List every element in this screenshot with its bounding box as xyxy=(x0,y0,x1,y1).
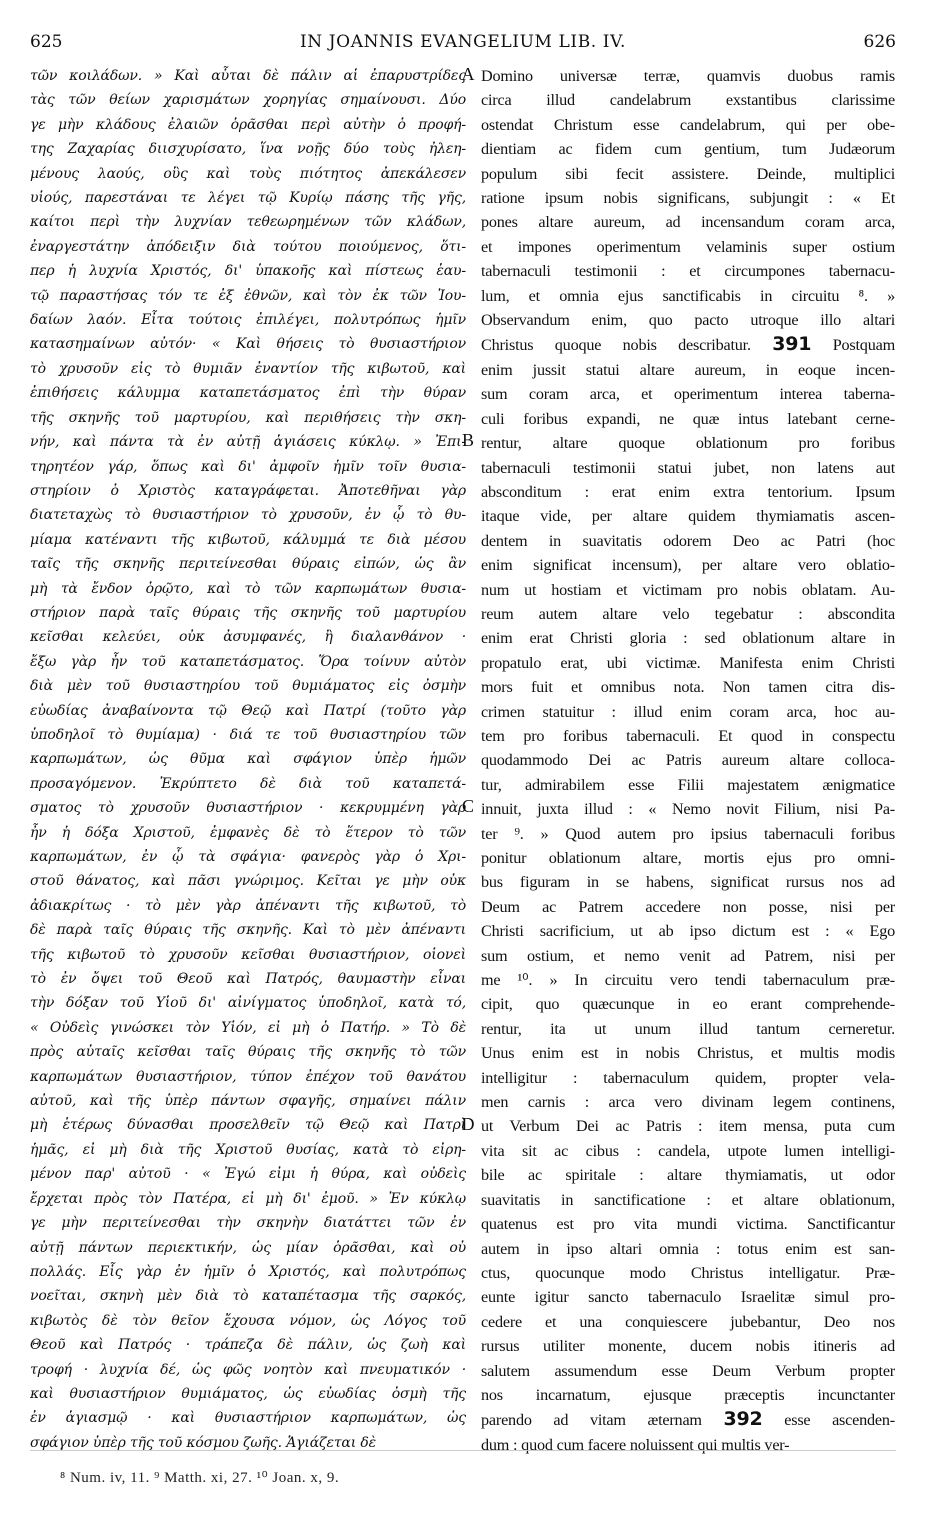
running-title: IN JOANNIS EVANGELIUM LIB. IV. xyxy=(299,32,627,52)
greek-line xyxy=(30,210,466,234)
line-text: suavitatis in sanctificatione : et altare oblationum, xyxy=(481,1190,895,1209)
latin-line xyxy=(481,210,895,234)
greek-line xyxy=(30,357,466,381)
line-text: nos incarnatum, ejusque præceptis incunctanter xyxy=(481,1385,895,1404)
greek-line xyxy=(30,1382,466,1406)
line-text: ἐν ἁγιασμῷ · καὶ θυσιαστήριον καρπωμάτων, ὡς xyxy=(30,1410,466,1427)
line-text: αὐτοῦ, καὶ τῆς ὑπὲρ πάντων σφαγῆς, σημαίνει πάλιν xyxy=(30,1093,466,1110)
line-text: σφάγιον ὑπὲρ τῆς τοῦ κόσμου ζωῆς. Ἁγιάζεται δὲ xyxy=(30,1434,377,1451)
greek-line xyxy=(30,1162,466,1186)
latin-line xyxy=(481,797,895,821)
line-text: sum coram arca, et operimentum interea taberna- xyxy=(481,385,895,404)
latin-line xyxy=(481,1212,895,1236)
line-text: εὐωδίας ἀναβαίνοντα τῷ Θεῷ καὶ Πατρί (τοῦτο γὰρ xyxy=(30,702,466,719)
greek-line xyxy=(30,332,466,356)
line-text: νήν, καὶ πάντα τὰ ἐν αὐτῇ ἁγιάσεις κύκλῳ. » Ἐπι- xyxy=(30,434,466,451)
greek-line xyxy=(30,235,466,259)
latin-line xyxy=(481,137,895,161)
line-text: et impones operimentum velaminis super ostium xyxy=(481,237,895,256)
line-text: μὴ τὰ ἔνδον ὁρῷτο, καὶ τὸ τῶν καρπωμάτων θυσια- xyxy=(30,580,466,597)
greek-line xyxy=(30,162,466,186)
latin-line xyxy=(481,822,895,846)
line-text: γε μὴν περιτείνεσθαι τὴν σκηνὴν διατάττει τῶν ἐν xyxy=(30,1215,466,1232)
line-text: ter ⁹. » Quod autem pro ipsius tabernaculi foribus xyxy=(481,824,895,843)
latin-line xyxy=(481,456,895,480)
line-text: ἔξω γὰρ ἦν τοῦ καταπετάσματος. Ὅρα τοίνυν αὐτὸν xyxy=(30,653,466,670)
section-marker-b: B xyxy=(461,430,474,450)
greek-line xyxy=(30,918,466,942)
latin-line xyxy=(481,1114,895,1138)
greek-line xyxy=(30,308,466,332)
greek-line xyxy=(30,552,466,576)
latin-line xyxy=(481,1310,895,1334)
line-text: τῶν κοιλάδων. » Καὶ αὗται δὲ πάλιν αἱ ἐπαρυστρίδες xyxy=(30,68,466,84)
line-text: κατασημαίνων αὐτόν· « Καὶ θήσεις τὸ θυσιαστήριον xyxy=(30,336,466,353)
line-text: ἐναργεστάτην ἀπόδειξιν διὰ τούτου ποιούμενος, ὅτι- xyxy=(30,238,466,255)
latin-line xyxy=(481,431,895,455)
line-text: crimen statuitur : illud enim coram arca, hoc au- xyxy=(481,702,895,721)
line-text: διατεταχὼς τὸ θυσιαστήριον τὸ χρυσοῦν, ἐν ᾧ τὸ θυ- xyxy=(30,507,466,524)
line-text: absconditum : erat enim extra tentorium. Ipsum xyxy=(481,482,895,501)
latin-line xyxy=(481,651,895,675)
line-text: στοῦ θάνατος, καὶ πᾶσι γνώριμος. Κεῖται γε μὴν οὐκ xyxy=(30,873,466,890)
greek-line xyxy=(30,747,466,771)
latin-line xyxy=(481,88,895,112)
running-header xyxy=(0,22,926,52)
line-text: me ¹⁰. » In circuitu vero tendi tabernaculum præ- xyxy=(481,971,895,990)
line-text: rentur, ita ut unum illud tantum cerneretur. xyxy=(481,1019,895,1038)
line-text: ἦν ἡ δόξα Χριστοῦ, ἐμφανὲς δὲ τὸ ἕτερον τὸ τῶν xyxy=(30,824,466,841)
line-text: τηρητέον γάρ, ὅπως καὶ δι' ἀμφοῖν ἡμῖν τοῖν θυσια- xyxy=(30,458,466,475)
line-text: μένους λαούς, οὓς καὶ τοὺς πιότητος ἀπεκάλεσεν xyxy=(30,165,466,182)
greek-line xyxy=(30,943,466,967)
greek-line xyxy=(30,137,466,161)
greek-line xyxy=(30,455,466,479)
latin-line xyxy=(481,602,895,626)
greek-line xyxy=(30,528,466,552)
line-text: καρπωμάτων, ἐν ᾧ τὰ σφάγια· φανερὸς γὰρ ὁ Χρι- xyxy=(30,849,466,865)
line-text: μὴ ἑτέρως δύνασθαι προσελθεῖν τῷ Θεῷ καὶ Πατρὶ xyxy=(30,1117,466,1134)
greek-line xyxy=(30,1406,466,1430)
greek-line xyxy=(30,430,466,454)
line-text: Deum ac Patrem accedere non posse, nisi per xyxy=(481,897,895,916)
latin-line xyxy=(481,1017,895,1041)
latin-line xyxy=(481,919,895,943)
line-text: autem in ipso altari omnia : totus enim est san- xyxy=(481,1239,895,1258)
line-text: enim significat incensum), per altare vero oblatio- xyxy=(481,556,895,575)
greek-line xyxy=(30,894,466,918)
greek-line xyxy=(30,699,466,723)
greek-line xyxy=(30,845,466,869)
greek-line xyxy=(30,1089,466,1113)
greek-line xyxy=(30,1260,466,1284)
greek-line xyxy=(30,1040,466,1064)
greek-line xyxy=(30,869,466,893)
line-text: intelligitur : tabernaculum quidem, propter vela- xyxy=(481,1068,895,1087)
line-text: tur, admirabilem esse Filii majestatem ænigmatice xyxy=(481,775,895,794)
line-text: Θεοῦ καὶ Πατρός · τράπεζα δὲ πάλιν, ὡς ζωὴ καὶ xyxy=(30,1337,466,1354)
latin-line xyxy=(481,235,895,259)
greek-line xyxy=(30,1187,466,1211)
line-text: quatenus est pro vita mundi victima. Sanctificantur xyxy=(481,1215,895,1234)
column-number-391: 391 xyxy=(772,333,812,356)
line-text: reum autem altare velo tegebatur : abscondita xyxy=(481,604,895,623)
line-text: κεῖσθαι κελεύει, οὐκ ἀσυμφανές, ἢ διαλανθάνον · xyxy=(30,629,466,646)
greek-line xyxy=(30,1358,466,1382)
line-text: τῆς σκηνῆς τοῦ μαρτυρίου, καὶ περιθήσεις τὴν σκη- xyxy=(30,409,466,426)
line-text: πρὸς αὐταῖς κεῖσθαι ταῖς θύραις τῆς σκηνῆς τὸ τῶν xyxy=(30,1044,466,1061)
line-text: men carnis : arca vero divinam legem continens, xyxy=(481,1093,895,1112)
line-text: enim jussit statui altare aureum, in eoque incen- xyxy=(481,360,895,379)
line-text: αὐτῇ πάντων περιεκτικήν, ὡς μίαν ὁρᾶσθαι, καὶ οὐ xyxy=(30,1239,466,1256)
latin-line xyxy=(481,578,895,602)
latin-line xyxy=(481,1066,895,1090)
latin-column xyxy=(481,64,895,1457)
line-text: ctus, quocunque modo Christus intelligatur. Præ- xyxy=(481,1263,895,1282)
latin-line xyxy=(481,895,895,919)
greek-line xyxy=(30,1113,466,1137)
line-text: μένον παρ' αὐτοῦ · « Ἐγώ εἰμι ἡ θύρα, καὶ οὐδεὶς xyxy=(30,1166,466,1183)
line-text: sum ostium, et nemo venit ad Patrem, nisi per xyxy=(481,946,895,965)
greek-line xyxy=(30,577,466,601)
greek-line xyxy=(30,64,466,88)
greek-line xyxy=(30,1211,466,1235)
latin-line xyxy=(481,626,895,650)
line-text: enim erat Christi gloria : sed oblationum altare in xyxy=(481,629,895,648)
line-text: της Ζαχαρίας διισχυρίσατο, ἵνα νοῇς δύο τοὺς ἠλεη- xyxy=(30,141,466,158)
greek-line xyxy=(30,259,466,283)
latin-line xyxy=(481,1163,895,1187)
line-text: τῷ παραστήσας τόν τε ἐξ ἐθνῶν, καὶ τὸν ἐκ τῶν Ἰου- xyxy=(30,287,466,304)
line-text: ponitur oblationum altare, mortis ejus pro omni- xyxy=(481,849,895,867)
greek-line xyxy=(30,1016,466,1040)
latin-line xyxy=(481,700,895,724)
latin-line xyxy=(481,382,895,406)
latin-line xyxy=(481,308,895,332)
latin-line xyxy=(481,529,895,553)
line-text: τὰς τῶν θείων χαρισμάτων χορηγίας σημαίνουσι. Δύο xyxy=(30,92,466,109)
line-text: ἀδιακρίτως · τὸ μὲν γὰρ ἀπέναντι τῆς κιβωτοῦ, τὸ xyxy=(30,897,466,914)
footnote-rule xyxy=(30,1450,896,1451)
greek-line xyxy=(30,113,466,137)
line-text: cedere et una conquiescere jubebantur, Deo nos xyxy=(481,1312,895,1331)
line-text: Unus enim est in nobis Christus, et multis modis xyxy=(481,1044,895,1063)
line-text: salutem assumendum esse Deum Verbum propter xyxy=(481,1361,895,1380)
line-text: ταῖς τῆς σκηνῆς περιτείνεσθαι θύραις εἰπών, ὡς ἂν xyxy=(30,556,466,573)
line-text: πολλάς. Εἷς γὰρ ἐν ἡμῖν ὁ Χριστός, καὶ πολυτρόπως xyxy=(30,1263,466,1280)
greek-line xyxy=(30,88,466,112)
greek-column xyxy=(30,64,466,1455)
line-text: ἡμᾶς, εἰ μὴ διὰ τῆς Χριστοῦ θυσίας, κατὰ τὸ εἰρη- xyxy=(30,1141,466,1158)
latin-line xyxy=(481,1041,895,1065)
greek-line xyxy=(30,772,466,796)
latin-line xyxy=(481,1285,895,1309)
greek-line xyxy=(30,1333,466,1357)
greek-line xyxy=(30,1138,466,1162)
greek-line xyxy=(30,406,466,430)
line-text: rentur, altare quoque oblationum pro foribus xyxy=(481,434,895,453)
line-text: parendo ad vitam æternam xyxy=(481,1411,702,1430)
line-text: καρπωμάτων θυσιαστήριον, τύπον ἐπέχον τοῦ θανάτου xyxy=(30,1068,466,1085)
line-text: Christi sacrificium, ut ab ipso dictum est : « Ego xyxy=(481,922,895,941)
line-text: ut Verbum Dei ac Patris : item mensa, puta cum xyxy=(481,1117,895,1136)
line-text: μίαμα κατέναντι τῆς κιβωτοῦ, κάλυμμά τε διὰ μέσου xyxy=(30,531,466,548)
page-number-left: 625 xyxy=(30,32,63,52)
latin-line xyxy=(481,968,895,992)
latin-line xyxy=(481,259,895,283)
column-number-392: 392 xyxy=(723,1408,763,1431)
latin-line xyxy=(481,748,895,772)
latin-line xyxy=(481,992,895,1016)
line-text: νοεῖται, σκηνὴ μὲν διὰ τὸ καταπέτασμα τῆς σαρκός, xyxy=(30,1288,466,1305)
line-text: tabernaculi testimonii : et circumpones tabernacu- xyxy=(481,262,895,281)
latin-line xyxy=(481,870,895,894)
latin-line xyxy=(481,1383,895,1407)
line-text: ostendat Christum esse candelabrum, qui per obe- xyxy=(481,115,895,134)
line-text: innuit, juxta illud : « Nemo novit Filium, nisi Pa- xyxy=(481,800,895,819)
latin-line xyxy=(481,407,895,431)
latin-line xyxy=(481,186,895,210)
line-text: τὴν δόξαν τοῦ Υἱοῦ δι' αἰνίγματος ὑποδηλοῖ, κατὰ τό, xyxy=(30,995,466,1012)
line-text: Domino universæ terræ, quamvis duobus ramis xyxy=(481,67,895,85)
latin-line xyxy=(481,773,895,797)
section-marker-c: C xyxy=(461,796,474,816)
line-text: ἐπιθήσεις κάλυμμα καταπετάσματος ἐπὶ τὴν θύραν xyxy=(30,385,466,402)
line-text: περ ἡ λυχνία Χριστός, δι' ὑπακοῆς καὶ πίστεως ἑαυ- xyxy=(30,263,466,280)
line-text: τὸ ἐν ὄψει τοῦ Θεοῦ καὶ Πατρός, θαυμαστὴν εἶναι xyxy=(30,971,466,988)
greek-line xyxy=(30,1236,466,1260)
line-text: lum, et omnia ejus sanctificabis in circuitu ⁸. » xyxy=(481,286,895,305)
greek-line xyxy=(30,1284,466,1308)
line-text: σματος τὸ χρυσοῦν θυσιαστήριον · κεκρυμμένη γὰρ xyxy=(30,800,466,817)
line-text: rursus utiliter monente, ducem nobis itineris ad xyxy=(481,1337,895,1356)
line-text: bus figuram in se habens, significat rursus nos ad xyxy=(481,873,895,892)
greek-line xyxy=(30,1309,466,1333)
line-text: υἱούς, παρεστάναι τε λέγει τῷ Κυρίῳ πάσης τῆς γῆς, xyxy=(30,190,466,207)
line-text: Christus quoque nobis describatur. xyxy=(481,336,751,355)
line-text: pones altare aureum, ad incensandum coram arca, xyxy=(481,213,895,232)
line-text: τῆς κιβωτοῦ τὸ χρυσοῦν κεῖσθαι θυσιαστήριον, οἱονεὶ xyxy=(30,946,466,963)
line-text: Postquam xyxy=(832,336,895,355)
latin-line xyxy=(481,1334,895,1358)
greek-line xyxy=(30,381,466,405)
line-text: προσαγόμενον. Ἐκρύπτετο δὲ διὰ τοῦ καταπετά- xyxy=(30,775,466,792)
latin-line xyxy=(481,113,895,137)
line-text: « Οὐδεὶς γινώσκει τὸν Υἱόν, εἰ μὴ ὁ Πατήρ. » Τὸ δὲ xyxy=(30,1019,466,1036)
line-text: dientiam ac fidem cum gentium, tum Judæorum xyxy=(481,140,895,159)
greek-line xyxy=(30,967,466,991)
greek-line xyxy=(30,674,466,698)
line-text: καίτοι περὶ τὴν λυχνίαν τεθεωρημένων τῶν κλάδων, xyxy=(30,214,466,231)
line-text: mors fuit et omnibus nota. Non tamen citra dis- xyxy=(481,678,895,697)
latin-line xyxy=(481,1261,895,1285)
latin-line xyxy=(481,64,895,88)
line-text: tem pro foribus tabernaculi. Et quod in conspectu xyxy=(481,726,895,745)
line-text: bile ac spiritale : altare thymiamatis, ut odor xyxy=(481,1166,895,1185)
line-text: populum sibi fecit assistere. Deinde, multiplici xyxy=(481,164,895,183)
line-text: δὲ παρὰ ταῖς θύραις τῆς σκηνῆς. Καὶ τὸ μὲν ἀπέναντι xyxy=(30,922,466,939)
line-text: γε μὴν κλάδους ἐλαιῶν ὁρᾶσθαι περὶ αὐτὴν ὁ προφή- xyxy=(30,116,466,133)
latin-line xyxy=(481,480,895,504)
line-text: tabernaculi testimonii statui jubet, non latens aut xyxy=(481,458,895,477)
latin-line xyxy=(481,284,895,308)
greek-line xyxy=(30,991,466,1015)
greek-line xyxy=(30,723,466,747)
latin-line xyxy=(481,553,895,577)
line-text: δαίων λαόν. Εἶτα τούτοις ἐπιλέγει, πολυτρόπως ἡμῖν xyxy=(30,312,466,329)
greek-line xyxy=(30,821,466,845)
latin-line xyxy=(481,1090,895,1114)
line-text: στήριον παρὰ ταῖς θύραις τῆς σκηνῆς τοῦ μαρτυρίου xyxy=(30,604,466,621)
line-text: καὶ θυσιαστήριον θυμιάματος, ὡς εὐωδίας ὀσμὴ τῆς xyxy=(30,1385,466,1402)
line-text: dentem in suavitatis odorem Deo ac Patri (hoc xyxy=(481,531,895,550)
latin-line xyxy=(481,1188,895,1212)
line-text: στηρίοιν ὁ Χριστὸς καταγράφεται. Ἀποτεθῆναι γὰρ xyxy=(30,482,466,499)
line-text: quodammodo Dei ac Patris aureum altare colloca- xyxy=(481,751,895,770)
greek-line xyxy=(30,625,466,649)
line-text: τὸ χρυσοῦν εἰς τὸ θυμιᾶν ἐναντίον τῆς κιβωτοῦ, καὶ xyxy=(30,360,466,377)
latin-line xyxy=(481,944,895,968)
greek-line xyxy=(30,479,466,503)
line-text: ἔρχεται πρὸς τὸν Πατέρα, εἰ μὴ δι' ἐμοῦ. » Ἐν κύκλῳ xyxy=(30,1190,466,1207)
line-text: ratione ipsum nobis significans, subjungit : « Et xyxy=(481,189,895,208)
greek-line xyxy=(30,503,466,527)
section-marker-a: A xyxy=(461,64,475,84)
line-text: καρπωμάτων, ὡς θῦμα καὶ σφάγιον ὑπὲρ ἡμῶν xyxy=(30,751,466,768)
greek-line xyxy=(30,796,466,820)
line-text: culi foribus expandi, ne quæ intus latebant cerne- xyxy=(481,409,895,428)
greek-line xyxy=(30,650,466,674)
latin-line xyxy=(481,1433,895,1457)
latin-line xyxy=(481,724,895,748)
line-text: eunte igitur sancto tabernaculo Israelitæ simul pro- xyxy=(481,1288,895,1307)
line-text: cipit, quo quæcunque in eo erant comprehende- xyxy=(481,995,895,1014)
line-text: num ut hostiam et victimam pro nobis oblatam. Au- xyxy=(481,580,895,599)
line-text: esse ascenden- xyxy=(784,1411,895,1430)
line-text: vita sit ac cibus : candela, utpote lumen intelligi- xyxy=(481,1141,895,1160)
latin-line xyxy=(481,1407,895,1432)
greek-line xyxy=(30,1431,466,1455)
line-text: Observandum enim, quo pacto utroque illo altari xyxy=(481,311,895,330)
greek-line xyxy=(30,284,466,308)
line-text: κιβωτὸς δὲ τὸν θεῖον ἔχουσα νόμον, ὡς Λόγος τοῦ xyxy=(30,1312,466,1329)
line-text: dum : quod cum facere noluissent qui multis ver- xyxy=(481,1435,790,1454)
line-text: circa illud candelabrum exstantibus clarissime xyxy=(481,91,895,110)
latin-line xyxy=(481,358,895,382)
latin-line xyxy=(481,675,895,699)
section-marker-d: D xyxy=(461,1114,475,1134)
line-text: itaque vide, per altare quidem thymiamatis ascen- xyxy=(481,507,895,526)
line-text: propatulo erat, ubi victimæ. Manifesta enim Christi xyxy=(481,653,895,672)
line-text: τροφή · λυχνία δέ, ὡς φῶς νοητὸν καὶ πνευματικόν · xyxy=(30,1361,466,1378)
greek-line xyxy=(30,1065,466,1089)
line-text: διὰ μὲν τοῦ θυσιαστηρίου τοῦ θυμιάματος εἰς ὀσμὴν xyxy=(30,678,466,695)
latin-line xyxy=(481,162,895,186)
latin-line xyxy=(481,1237,895,1261)
line-text: ὑποδηλοῖ τὸ θυμίαμα) · διά τε τοῦ θυσιαστηρίου τῶν xyxy=(30,726,466,743)
latin-line xyxy=(481,332,895,357)
footnotes: ⁸ Num. iv, 11. ⁹ Matth. xi, 27. ¹⁰ Joan. x, 9. xyxy=(60,1470,340,1486)
latin-line xyxy=(481,846,895,870)
page-number-right: 626 xyxy=(863,32,896,52)
latin-line xyxy=(481,1139,895,1163)
latin-line xyxy=(481,504,895,528)
greek-line xyxy=(30,601,466,625)
greek-line xyxy=(30,186,466,210)
latin-line xyxy=(481,1359,895,1383)
